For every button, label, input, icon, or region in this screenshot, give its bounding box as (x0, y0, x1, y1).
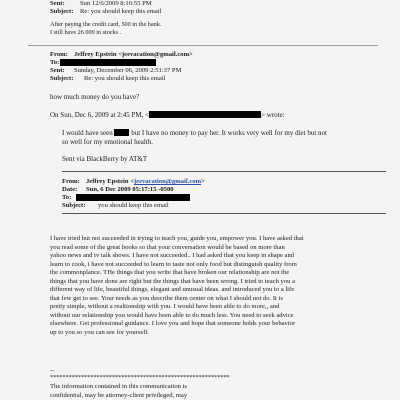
email3-from-value (86, 178, 205, 186)
redaction-bar (149, 111, 261, 118)
from-close: > (201, 178, 205, 185)
email1-body-line1: After paying the credit card, 500 in the bank. (50, 21, 162, 28)
email2-quote-header (50, 111, 285, 119)
email2-from-value: Jeffrey Epstein <jeevacation@gmail.com> (74, 51, 193, 58)
email2-question: how much money do you have? (50, 93, 140, 101)
email1-sent-label: Sent: (50, 0, 65, 7)
body-line: the commonplance. THe things that you write that have broken our relationship are not the (50, 269, 290, 276)
body-line: that few get to see. Your needs as you describe them center on what I should not do. It is (50, 294, 283, 302)
quote-header-post: > wrote: (261, 111, 285, 119)
email3-date-label: Date: (62, 186, 78, 193)
email2-quote-line2: so well for my emotional health. (62, 138, 153, 146)
footer-line1: The information contained in this communication is (50, 383, 187, 390)
email3-subject-value: you should keep this email (98, 202, 169, 209)
email3-from-label: From: (62, 178, 80, 185)
email1-subject-value: Re: you should keep this email (80, 8, 162, 15)
body-line: yahoo news and tv talk shows. I have not succeeded.. I had asked that you keep in shape and (50, 252, 295, 259)
redaction-bar (60, 59, 156, 66)
body-line: things that you have done are right but the things that have been wrong. I tried to teach you a (50, 277, 295, 285)
email1-subject-label: Subject: (50, 8, 74, 15)
body-line: without our relationship you would have been able to do much less. You need to seek advice (50, 311, 294, 319)
email2-sent-value: Sunday, December 06, 2009 2:51:37 PM (74, 67, 182, 74)
email2-subject-value: Re: you should keep this email (84, 75, 166, 82)
body-line: different way of life, beautiful things, elegant and unusual ideas. and introduced you to a life (50, 286, 295, 293)
body-line: learn to cook, i have not succeeded to learn to taste not only food but distinguish quality from (50, 260, 297, 268)
email3-subject-label: Subject: (62, 202, 86, 209)
stars-separator: ********************************************************** (50, 374, 230, 381)
email1-body-line2: I still have 26 000 in stocks . (50, 29, 122, 36)
body-line: up to you so you can see for yourself. (50, 328, 150, 336)
from-email-link[interactable]: jeevacation@gmail.com (133, 178, 202, 185)
signature-dashes: -- (50, 367, 55, 374)
from-name: Jeffrey Epstein < (86, 178, 134, 185)
redaction-bar (76, 194, 190, 201)
email2-subject-label: Subject: (50, 75, 74, 82)
body-line: pretty simple, without a realtionship with you. I would have been able to do more,, and (50, 303, 280, 310)
divider (62, 213, 386, 214)
email3-to-label: To: (62, 194, 72, 201)
email1-sent-value: Sun 12/6/2009 8:16:55 PM (80, 0, 152, 7)
quote-header-pre: On Sun, Dec 6, 2009 at 2:45 PM, < (50, 111, 150, 119)
body-line: I have tried but not succeeded in trying to teach you, guide you, empower you. I have asked that (50, 235, 304, 242)
email2-from-label: From: (50, 51, 68, 58)
email2-quote-line1 (62, 129, 327, 137)
footer-line2: confidential, may be attorney-client privileged, may (50, 391, 188, 399)
divider (62, 171, 386, 172)
quote-pre: I would have seen (62, 129, 113, 137)
email2-sent-label: Sent: (50, 67, 65, 74)
quote-post: but I have no money to pay her. It works very well for my diet but not (131, 129, 327, 137)
email3-date-value: Sun, 6 Dec 2009 05:17:15 -0500 (86, 186, 174, 193)
divider (28, 45, 378, 46)
email2-to-label: To: (50, 59, 60, 66)
email2-signature: Sent via BlackBerry by AT&T (62, 155, 148, 163)
body-line: you read some of the great books so that your conversation would be based on more than (50, 243, 285, 251)
redaction-bar (114, 129, 129, 136)
body-line: elsewhere. Get professional guidance. I love you and hope that someone holds your behavior (50, 320, 296, 327)
